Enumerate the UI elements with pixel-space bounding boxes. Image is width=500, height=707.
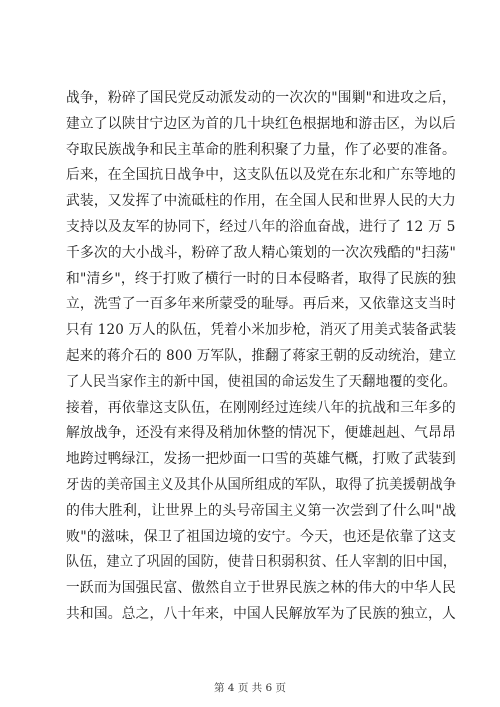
text-line: 武装，又发挥了中流砥柱的作用，在全国人民和世界人民的大力	[66, 193, 456, 210]
text-line: 夺取民族战争和民主革命的胜利积聚了力量，作了必要的准备。	[66, 141, 456, 158]
text-line: 千多次的大小战斗，粉碎了敌人精心策划的一次次残酷的"扫荡"	[66, 244, 456, 261]
text-line: 牙齿的美帝国主义及其仆从国所组成的军队，取得了抗美援朝战争	[66, 476, 457, 493]
text-line: 队伍，建立了巩固的国防，使昔日积弱积贫、任人宰割的旧中国，	[66, 554, 457, 571]
text-line: 败"的滋味，保卫了祖国边境的安宁。今天，也还是依靠了这支	[66, 528, 457, 545]
text-line: 的伟大胜利，让世界上的头号帝国主义第一次尝到了什么叫"战	[66, 502, 457, 519]
text-line: 地跨过鸭绿江，发扬一把炒面一口雪的英雄气概，打败了武装到	[66, 451, 456, 468]
text-line: 起来的蒋介石的 800 万军队，推翻了蒋家王朝的反动统治，建立	[66, 347, 457, 364]
text-line: 了人民当家作主的新中国，使祖国的命运发生了天翻地覆的变化。	[66, 373, 457, 390]
text-line: 和"清乡"，终于打败了横行一时的日本侵略者，取得了民族的独	[66, 270, 456, 287]
text-line: 接着，再依靠这支队伍，在刚刚经过连续八年的抗战和三年多的	[66, 399, 456, 416]
text-line: 建立了以陕甘宁边区为首的几十块红色根据地和游击区，为以后	[66, 115, 456, 132]
text-line: 解放战争，还没有来得及稍加休整的情况下，便雄赳赳、气昂昂	[66, 425, 456, 442]
text-line: 一跃而为国强民富、傲然自立于世界民族之林的伟大的中华人民	[66, 580, 456, 597]
body-text	[66, 86, 456, 628]
text-line: 支持以及友军的协同下，经过八年的浴血奋战，进行了 12 万 5	[66, 218, 456, 235]
text-line: 后来，在全国抗日战争中，这支队伍以及党在东北和广东等地的	[66, 167, 456, 184]
text-line: 战争，粉碎了国民党反动派发动的一次次的"围剿"和进攻之后，	[66, 90, 456, 106]
text-line: 只有 120 万人的队伍，凭着小米加步枪，消灭了用美式装备武装	[66, 322, 457, 339]
page-footer: 第 4 页 共 6 页	[213, 682, 287, 694]
text-line: 共和国。总之，八十年来，中国人民解放军为了民族的独立，人	[66, 605, 456, 622]
text-line: 立，洗雪了一百多年来所蒙受的耻辱。再后来，又依靠这支当时	[66, 296, 456, 313]
